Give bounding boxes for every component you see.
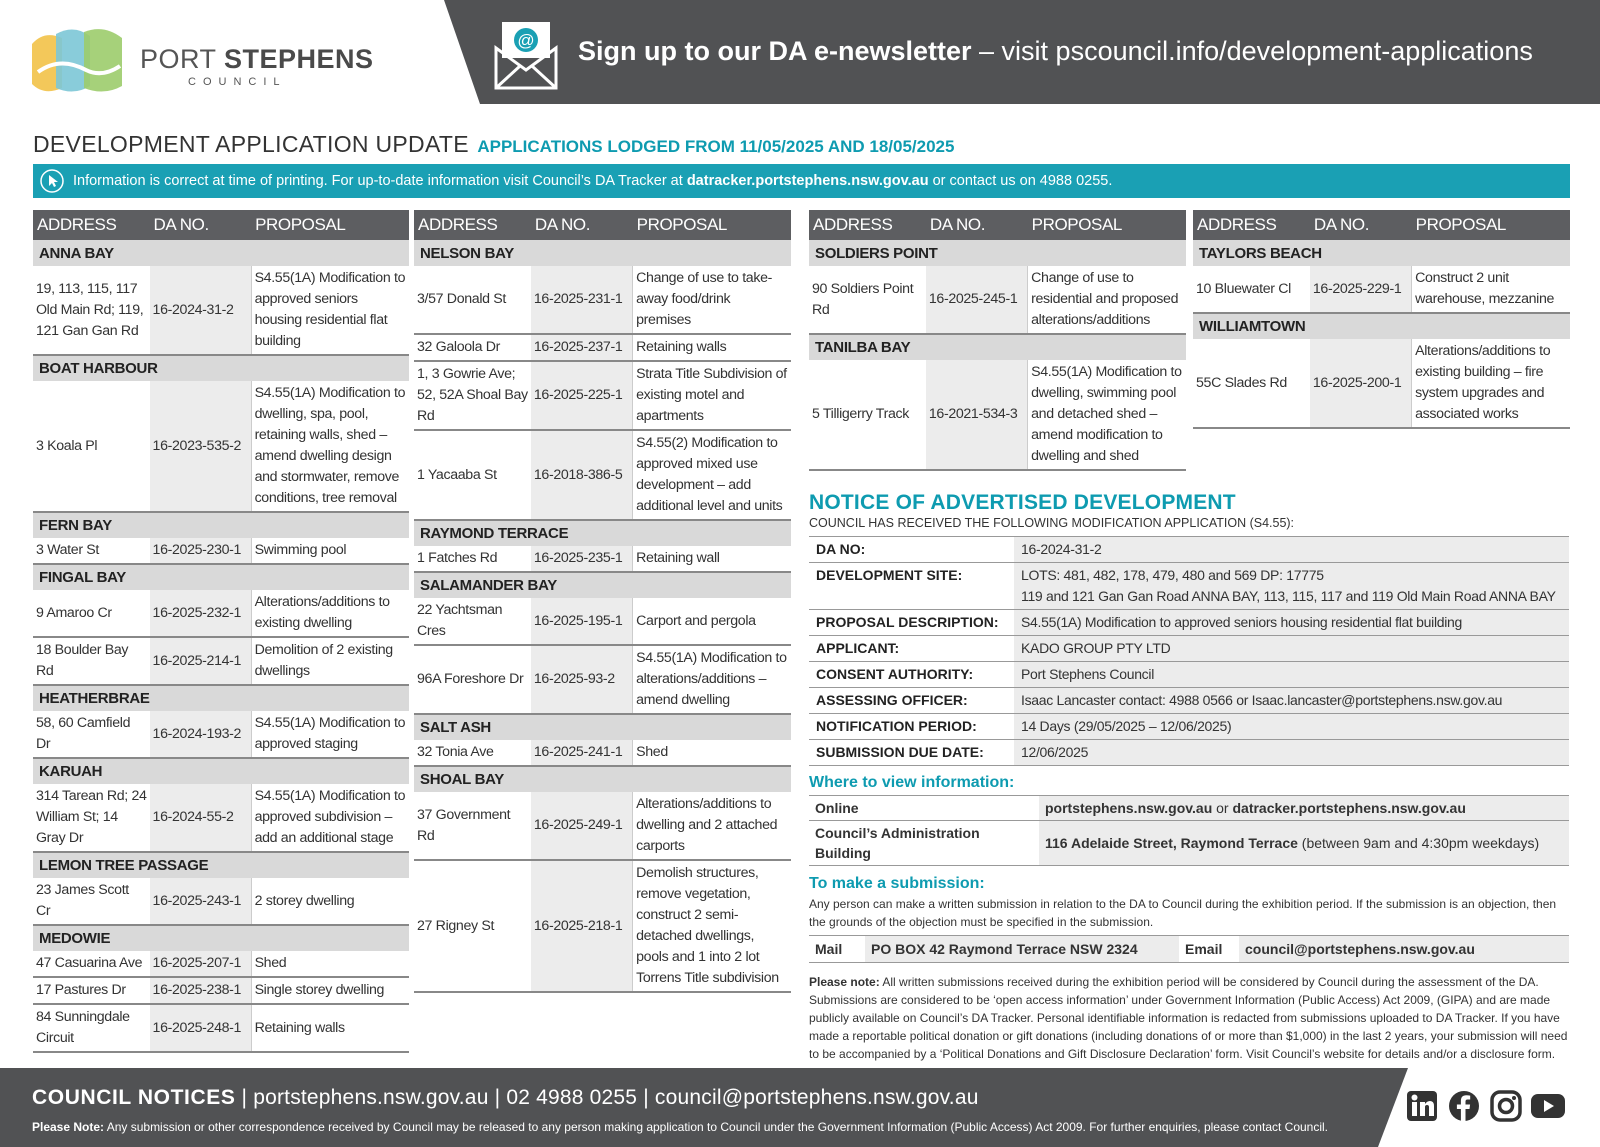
suburb-name: KARUAH — [33, 758, 409, 784]
address: 5 Tilligerry Track — [809, 360, 926, 470]
proposal: Change of use to residential and proposed alterations/additions — [1028, 266, 1186, 334]
table-row — [414, 860, 791, 992]
proposal: Retaining wall — [633, 546, 791, 572]
header-da-no: DA NO. — [150, 210, 252, 240]
address: 84 Sunningdale Circuit — [33, 1004, 150, 1052]
footer-email-link[interactable]: council@portstephens.nsw.gov.au — [654, 1086, 979, 1109]
da-column-3 — [809, 210, 1186, 471]
online-link-datracker[interactable]: datracker.portstephens.nsw.gov.au — [1232, 800, 1466, 816]
da-number: 16-2025-238-1 — [150, 977, 252, 1004]
notice-subheading: COUNCIL HAS RECEIVED THE FOLLOWING MODIFICATION APPLICATION (S4.55): — [809, 516, 1295, 530]
council-logo-icon — [30, 26, 126, 98]
proposal: Change of use to take-away food/drink premises — [633, 266, 791, 334]
detail-row: CONSENT AUTHORITY: Port Stephens Council — [809, 662, 1569, 688]
table-header-row — [414, 210, 791, 240]
address: 32 Galoola Dr — [414, 334, 531, 361]
table-row — [809, 360, 1186, 470]
address: 22 Yachtsman Cres — [414, 598, 531, 645]
da-number: 16-2025-243-1 — [150, 878, 252, 925]
da-number: 16-2025-245-1 — [926, 266, 1028, 334]
advertised-development-notice — [809, 491, 1572, 1063]
proposal: Demolish structures, remove vegetation, construct 2 semi-detached dwellings, pools and 1 into 2 lot Torrens Title subdivision — [633, 860, 791, 992]
suburb-row — [33, 355, 409, 381]
da-number: 16-2025-230-1 — [150, 538, 252, 564]
submission-text: Any person can make a written submission in relation to the DA to Council during the exhibition period. If the submission is an objection, then the grounds of the objection must be specified in the submission. — [809, 897, 1557, 929]
header-address: ADDRESS — [414, 210, 531, 240]
proposal: S4.55(1A) Modification to dwelling, swimming pool and detached shed – amend modification to dwelling and shed — [1028, 360, 1186, 470]
table-row — [809, 266, 1186, 334]
da-number: 16-2025-229-1 — [1310, 266, 1412, 313]
suburb-name: LEMON TREE PASSAGE — [33, 852, 409, 878]
da-number: 16-2024-193-2 — [150, 711, 252, 758]
table-row — [33, 878, 409, 925]
suburb-row — [33, 852, 409, 878]
title-dates: APPLICATIONS LODGED FROM 11/05/2025 AND 18/05/2025 — [477, 137, 955, 156]
suburb-name: SOLDIERS POINT — [809, 240, 1186, 266]
table-row — [414, 430, 791, 520]
table-header-row — [1193, 210, 1570, 240]
da-number: 16-2025-231-1 — [531, 266, 633, 334]
suburb-row — [414, 572, 791, 598]
table-row — [33, 977, 409, 1004]
email-envelope-icon — [494, 18, 558, 90]
table-row — [414, 740, 791, 766]
da-number: 16-2025-225-1 — [531, 361, 633, 430]
table-row — [33, 1004, 409, 1052]
detail-row: APPLICANT: KADO GROUP PTY LTD — [809, 636, 1569, 662]
detail-row: ASSESSING OFFICER: Isaac Lancaster contact: 4988 0566 or Isaac.lancaster@portstephens.nsw.gov.au — [809, 688, 1569, 714]
address: 10 Bluewater Cl — [1193, 266, 1310, 313]
table-row — [33, 266, 409, 355]
proposal: Shed — [633, 740, 791, 766]
proposal: Demolition of 2 existing dwellings — [251, 637, 409, 685]
address: 3 Koala Pl — [33, 381, 150, 512]
mail-address: PO BOX 42 Raymond Terrace NSW 2324 — [865, 936, 1179, 963]
suburb-name: TAYLORS BEACH — [1193, 240, 1570, 266]
suburb-row — [33, 925, 409, 951]
table-row — [33, 538, 409, 564]
da-column-4 — [1193, 210, 1570, 429]
header-da-no: DA NO. — [531, 210, 633, 240]
header-da-no: DA NO. — [926, 210, 1028, 240]
social-icons — [1378, 1068, 1600, 1147]
address: 27 Rigney St — [414, 860, 531, 992]
suburb-name: BOAT HARBOUR — [33, 355, 409, 381]
table-row — [33, 711, 409, 758]
address: 3 Water St — [33, 538, 150, 564]
da-number: 16-2024-31-2 — [150, 266, 252, 355]
da-number: 16-2025-214-1 — [150, 637, 252, 685]
footer-phone[interactable]: 02 4988 0255 — [506, 1086, 638, 1109]
address: 32 Tonia Ave — [414, 740, 531, 766]
address: 19, 113, 115, 117 Old Main Rd; 119, 121 Gan Gan Rd — [33, 266, 150, 355]
table-row — [414, 546, 791, 572]
instagram-icon[interactable] — [1490, 1090, 1522, 1122]
suburb-row — [33, 512, 409, 538]
address: 96A Foreshore Dr — [414, 645, 531, 714]
da-number: 16-2025-218-1 — [531, 860, 633, 992]
detail-row: DEVELOPMENT SITE: LOTS: 481, 482, 178, 479, 480 and 569 DP: 17775 119 and 121 Gan Gan Road ANNA BAY, 113, 115, 117 and 119 Old Main Road ANNA BAY — [809, 563, 1569, 610]
table-header-row — [33, 210, 409, 240]
linkedin-icon[interactable] — [1406, 1090, 1438, 1122]
header-proposal: PROPOSAL — [251, 210, 409, 240]
proposal: S4.55(1A) Modification to alterations/additions – amend dwelling — [633, 645, 791, 714]
notice-heading: NOTICE OF ADVERTISED DEVELOPMENT — [809, 491, 1236, 514]
address: 47 Casuarina Ave — [33, 951, 150, 977]
address: 314 Tarean Rd; 24 William St; 14 Gray Dr — [33, 784, 150, 852]
header-bar — [0, 0, 1600, 104]
address: 17 Pastures Dr — [33, 977, 150, 1004]
suburb-name: ANNA BAY — [33, 240, 409, 266]
address: 1 Fatches Rd — [414, 546, 531, 572]
proposal: Swimming pool — [251, 538, 409, 564]
suburb-name: SHOAL BAY — [414, 766, 791, 792]
address: 23 James Scott Cr — [33, 878, 150, 925]
suburb-row — [33, 685, 409, 711]
suburb-name: MEDOWIE — [33, 925, 409, 951]
email-link[interactable]: council@portstephens.nsw.gov.au — [1239, 936, 1569, 963]
suburb-row — [33, 564, 409, 590]
header-proposal: PROPOSAL — [1412, 210, 1570, 240]
svg-text:@: @ — [517, 31, 535, 50]
proposal: S4.55(1A) Modification to dwelling, spa, pool, retaining walls, shed – amend dwelling design and stormwater, remove conditions, tree removal — [251, 381, 409, 512]
table-row — [1193, 339, 1570, 428]
table-row — [414, 645, 791, 714]
youtube-icon[interactable] — [1530, 1090, 1566, 1122]
address: 9 Amaroo Cr — [33, 590, 150, 637]
suburb-row — [414, 766, 791, 792]
submission-contacts: Mail PO BOX 42 Raymond Terrace NSW 2324 Email council@portstephens.nsw.gov.au — [809, 935, 1569, 963]
suburb-row — [809, 240, 1186, 266]
logo-subtext: COUNCIL — [188, 76, 287, 88]
detail-row: SUBMISSION DUE DATE: 12/06/2025 — [809, 740, 1569, 766]
proposal: Strata Title Subdivision of existing motel and apartments — [633, 361, 791, 430]
facebook-icon[interactable] — [1448, 1090, 1480, 1122]
da-table — [1193, 210, 1570, 429]
da-table — [414, 210, 791, 993]
da-number: 16-2025-248-1 — [150, 1004, 252, 1052]
header-address: ADDRESS — [809, 210, 926, 240]
table-row — [414, 598, 791, 645]
suburb-row — [809, 334, 1186, 360]
address: 37 Government Rd — [414, 792, 531, 860]
info-bar: Information is correct at time of printing. For up-to-date information visit Council’s DA Tracker at datracker.portstephens.nsw.gov.au or contact us on 4988 0255. — [33, 164, 1570, 198]
where-heading: Where to view information: — [809, 774, 1015, 791]
da-number: 16-2024-55-2 — [150, 784, 252, 852]
da-number: 16-2025-232-1 — [150, 590, 252, 637]
da-number: 16-2025-241-1 — [531, 740, 633, 766]
suburb-name: RAYMOND TERRACE — [414, 520, 791, 546]
header-address: ADDRESS — [1193, 210, 1310, 240]
online-link-portstephens[interactable]: portstephens.nsw.gov.au — [1045, 800, 1213, 816]
suburb-row — [33, 758, 409, 784]
proposal: Alterations/additions to existing dwelling — [251, 590, 409, 637]
address: 55C Slades Rd — [1193, 339, 1310, 428]
proposal: Shed — [251, 951, 409, 977]
notice-details-table — [809, 536, 1569, 766]
proposal: Single storey dwelling — [251, 977, 409, 1004]
suburb-row — [414, 520, 791, 546]
proposal: S4.55(1A) Modification to approved seniors housing residential flat building — [251, 266, 409, 355]
address: 18 Boulder Bay Rd — [33, 637, 150, 685]
proposal: S4.55(2) Modification to approved mixed use development – add additional level and units — [633, 430, 791, 520]
table-row — [414, 792, 791, 860]
table-header-row — [809, 210, 1186, 240]
suburb-name: FINGAL BAY — [33, 564, 409, 590]
da-number: 16-2025-235-1 — [531, 546, 633, 572]
address: 1, 3 Gowrie Ave; 52, 52A Shoal Bay Rd — [414, 361, 531, 430]
footer-website-link[interactable]: portstephens.nsw.gov.au — [253, 1086, 489, 1109]
da-number: 16-2025-200-1 — [1310, 339, 1412, 428]
table-row — [33, 637, 409, 685]
suburb-name: TANILBA BAY — [809, 334, 1186, 360]
footer-contacts: COUNCIL NOTICES | portstephens.nsw.gov.au | 02 4988 0255 | council@portstephens.nsw.gov.au — [32, 1086, 979, 1109]
address: 58, 60 Camfield Dr — [33, 711, 150, 758]
table-row — [33, 590, 409, 637]
suburb-name: SALAMANDER BAY — [414, 572, 791, 598]
newsletter-banner[interactable]: Sign up to our DA e-newsletter – visit pscouncil.info/development-applications — [578, 36, 1533, 66]
suburb-row — [1193, 240, 1570, 266]
proposal: S4.55(1A) Modification to approved staging — [251, 711, 409, 758]
proposal: Retaining walls — [251, 1004, 409, 1052]
header-proposal: PROPOSAL — [633, 210, 791, 240]
proposal: Construct 2 unit warehouse, mezzanine — [1412, 266, 1570, 313]
suburb-name: WILLIAMTOWN — [1193, 313, 1570, 339]
suburb-name: SALT ASH — [414, 714, 791, 740]
address: 1 Yacaaba St — [414, 430, 531, 520]
da-column-1 — [33, 210, 409, 1053]
logo-text: PORT STEPHENS — [140, 44, 374, 74]
datracker-link[interactable]: datracker.portstephens.nsw.gov.au — [686, 173, 929, 189]
suburb-row — [414, 240, 791, 266]
da-number: 16-2025-237-1 — [531, 334, 633, 361]
proposal: Alterations/additions to dwelling and 2 attached carports — [633, 792, 791, 860]
please-note: Please note: All written submissions received during the exhibition period will be considered by Council during the assessment of the DA. Submissions are considered to be ‘open access information’ under Government Information (Public Access) Act 2009, (GIPA) and are made publicly available on Council’s DA Tracker. Personal identifiable information is redacted from submissions uploaded to DA Tracker. If you have made a reportable political donation or gift donations (including donations of or more than $1,000) in the last 2 years, your submission will need to be accompanied by a ‘Political Donations and Gift Disclosure Declaration’ form. Visit Council’s website for details and/or a disclosure form. — [809, 975, 1568, 1061]
suburb-name: HEATHERBRAE — [33, 685, 409, 711]
table-row — [414, 334, 791, 361]
da-number: 16-2023-535-2 — [150, 381, 252, 512]
header-da-no: DA NO. — [1310, 210, 1412, 240]
header-proposal: PROPOSAL — [1028, 210, 1186, 240]
da-table — [809, 210, 1186, 471]
suburb-name: FERN BAY — [33, 512, 409, 538]
cursor-icon — [40, 169, 64, 193]
address: 90 Soldiers Point Rd — [809, 266, 926, 334]
table-row — [33, 951, 409, 977]
suburb-row — [414, 714, 791, 740]
detail-row: PROPOSAL DESCRIPTION: S4.55(1A) Modification to approved seniors housing residential flat building — [809, 610, 1569, 636]
da-number: 16-2018-386-5 — [531, 430, 633, 520]
header-address: ADDRESS — [33, 210, 150, 240]
proposal: Carport and pergola — [633, 598, 791, 645]
table-row — [414, 361, 791, 430]
title-main: DEVELOPMENT APPLICATION UPDATE — [33, 131, 469, 157]
suburb-row — [1193, 313, 1570, 339]
submission-heading: To make a submission: — [809, 875, 985, 892]
view-info-table: Online portstephens.nsw.gov.au or datracker.portstephens.nsw.gov.au Council’s Administration Building 116 Adelaide Street, Raymond Terrace (between 9am and 4:30pm weekdays) — [809, 795, 1569, 866]
da-table — [33, 210, 409, 1053]
table-row — [1193, 266, 1570, 313]
proposal: Alterations/additions to existing building – fire system upgrades and associated works — [1412, 339, 1570, 428]
da-number: 16-2025-207-1 — [150, 951, 252, 977]
address: 3/57 Donald St — [414, 266, 531, 334]
suburb-name: NELSON BAY — [414, 240, 791, 266]
proposal: S4.55(1A) Modification to approved subdivision – add an additional stage — [251, 784, 409, 852]
proposal: Retaining walls — [633, 334, 791, 361]
suburb-row — [33, 240, 409, 266]
da-number: 16-2021-534-3 — [926, 360, 1028, 470]
footer — [0, 1068, 1600, 1147]
page-title — [33, 131, 954, 158]
da-number: 16-2025-249-1 — [531, 792, 633, 860]
table-row — [414, 266, 791, 334]
detail-row: DA NO: 16-2024-31-2 — [809, 537, 1569, 563]
table-row — [33, 381, 409, 512]
da-column-2 — [414, 210, 791, 993]
footer-note: Please Note: Any submission or other correspondence received by Council may be released to any person making application to Council under the Government Information (Public Access) Act 2009. For further enquiries, please contact Council. — [32, 1120, 1329, 1134]
da-number: 16-2025-195-1 — [531, 598, 633, 645]
da-number: 16-2025-93-2 — [531, 645, 633, 714]
detail-row: NOTIFICATION PERIOD: 14 Days (29/05/2025 – 12/06/2025) — [809, 714, 1569, 740]
proposal: 2 storey dwelling — [251, 878, 409, 925]
table-row — [33, 784, 409, 852]
